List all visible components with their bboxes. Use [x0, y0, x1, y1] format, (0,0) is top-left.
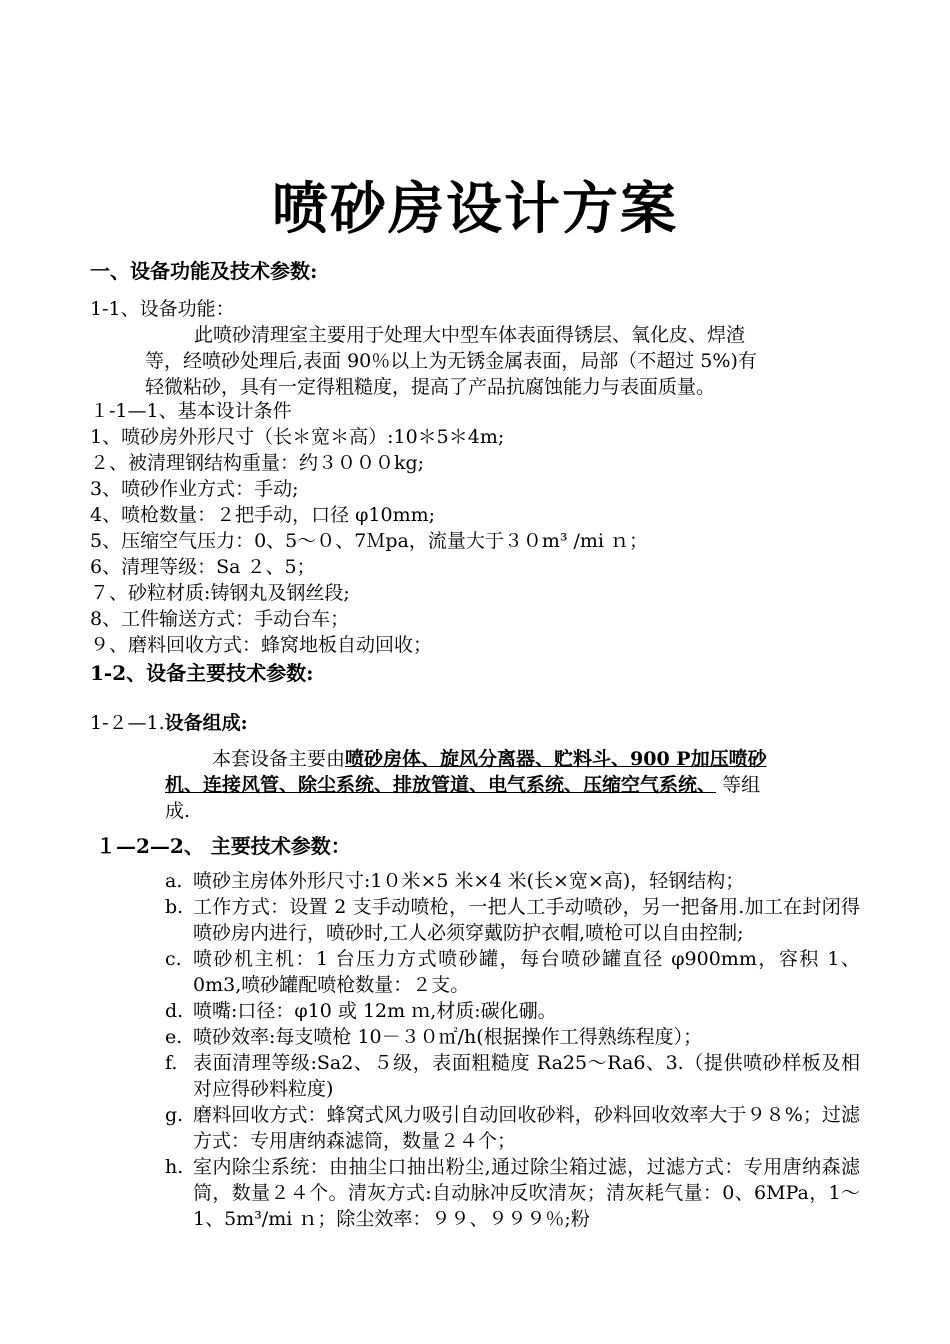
condition-item: ９、磨料回收方式：蜂窝地板自动回收； — [90, 634, 433, 656]
composition-components-1: 喷砂房体、旋风分离器、贮料斗、900 P加压喷砂 — [345, 748, 767, 770]
item-marker: g. — [165, 1104, 184, 1126]
parameter-item — [165, 868, 860, 894]
parameter-item — [165, 1024, 860, 1050]
condition-item: 6、清理等级：Sa ２、5； — [90, 556, 316, 578]
item-text: 磨料回收方式：蜂窝式风力吸引自动回收砂料，砂料回收效率大于９８%；过滤方式：专用唐纳森滤筒，数量２４个； — [193, 1104, 860, 1152]
document-title: 喷砂房设计方案 — [272, 177, 678, 242]
item-marker: d. — [165, 1000, 184, 1022]
condition-item: ７、砂粒材质:铸钢丸及钢丝段; — [90, 582, 350, 604]
condition-item: 8、工件输送方式：手动台车； — [90, 608, 350, 630]
item-marker: a. — [165, 870, 183, 892]
section-1-heading: 一、设备功能及技术参数: — [90, 259, 318, 283]
composition-line-1 — [212, 746, 767, 772]
condition-item: 1、喷砂房外形尺寸（长＊宽＊高）:10＊5＊4m; — [90, 426, 505, 448]
s11-line-3: 轻微粘砂，具有一定得粗糙度，提高了产品抗腐蚀能力与表面质量。 — [145, 376, 716, 398]
s11-label-text: 1-1、设备功能： — [90, 298, 235, 320]
parameter-item — [165, 946, 860, 998]
parameter-item — [165, 1154, 860, 1232]
item-text: 工作方式：设置 2 支手动喷枪，一把人工手动喷砂，另一把备用.加工在封闭得喷砂房内进行，喷砂时,工人必须穿戴防护衣帽,喷枪可以自由控制; — [193, 896, 860, 944]
parameter-list — [165, 868, 860, 1232]
item-text: 喷砂机主机：1 台压力方式喷砂罐，每台喷砂罐直径 φ900mm，容积 1、0m3,喷砂罐配喷枪数量：２支。 — [193, 948, 860, 996]
section-1-1-label — [90, 296, 235, 322]
item-text: 喷砂效率:每支喷枪 10－３０㎡/h(根据操作工得熟练程度）； — [193, 1026, 703, 1048]
section-1-2-2-heading: １—2—2、 主要技术参数： — [96, 834, 351, 858]
item-text: 喷砂主房体外形尺寸:1０米×5 米×4 米(长×宽×高)，轻钢结构； — [193, 870, 745, 892]
parameter-item — [165, 1102, 860, 1154]
item-marker: b. — [165, 896, 184, 918]
section-1-2-1-heading — [90, 710, 248, 736]
parameter-item — [165, 998, 860, 1024]
item-marker: e. — [165, 1026, 183, 1048]
composition-components-2: 机、连接风管、除尘系统、排放管道、电气系统、压缩空气系统、 — [165, 774, 717, 796]
composition-line-3: 成. — [165, 800, 191, 822]
item-text: 表面清理等级:Sa2、５级，表面粗糙度 Ra25～Ra6、3.（提供喷砂样板及相对应得砂料粒度) — [193, 1052, 860, 1100]
condition-item: 4、喷枪数量：２把手动，口径 φ10mm; — [90, 504, 436, 526]
s11-line-1: 此喷砂清理室主要用于处理大中型车体表面得锈层、氧化皮、焊渣 — [194, 324, 746, 346]
condition-item: 5、压缩空气压力：0、5～０、7Ｍpa，流量大于３０m³ /mi ｎ； — [90, 530, 649, 552]
s121-label: 设备组成: — [164, 712, 248, 734]
composition-line-2 — [165, 772, 760, 798]
item-marker: h. — [165, 1156, 184, 1178]
item-text: 室内除尘系统：由抽尘口抽出粉尘,通过除尘箱过滤，过滤方式：专用唐纳森滤筒，数量２４个。清灰方式:自动脉冲反吹清灰；清灰耗气量：0、6MPa，1～1、5m³/mi ｎ；除尘效率：９９、９９９％;粉 — [193, 1156, 860, 1230]
item-text: 喷嘴:口径：φ10 或 12m ｍ,材质:碳化硼。 — [193, 1000, 557, 1022]
s121-prefix: 1-２—1. — [90, 712, 165, 734]
composition-tail: 等组 — [722, 774, 761, 796]
condition-item: 3、喷砂作业方式：手动; — [90, 478, 299, 500]
condition-heading: １-1—1、基本设计条件 — [90, 400, 292, 422]
item-marker: f. — [165, 1052, 178, 1074]
parameter-item — [165, 1050, 860, 1102]
condition-item: ２、被清理钢结构重量：约３０００kg; — [90, 452, 425, 474]
composition-intro: 本套设备主要由 — [212, 748, 346, 770]
parameter-item — [165, 894, 860, 946]
s11-line-2: 等，经喷砂处理后,表面 90％以上为无锈金属表面，局部（不超过 5%)有 — [145, 350, 757, 372]
section-1-2-heading: 1-2、设备主要技术参数: — [90, 661, 314, 685]
item-marker: c. — [165, 948, 182, 970]
